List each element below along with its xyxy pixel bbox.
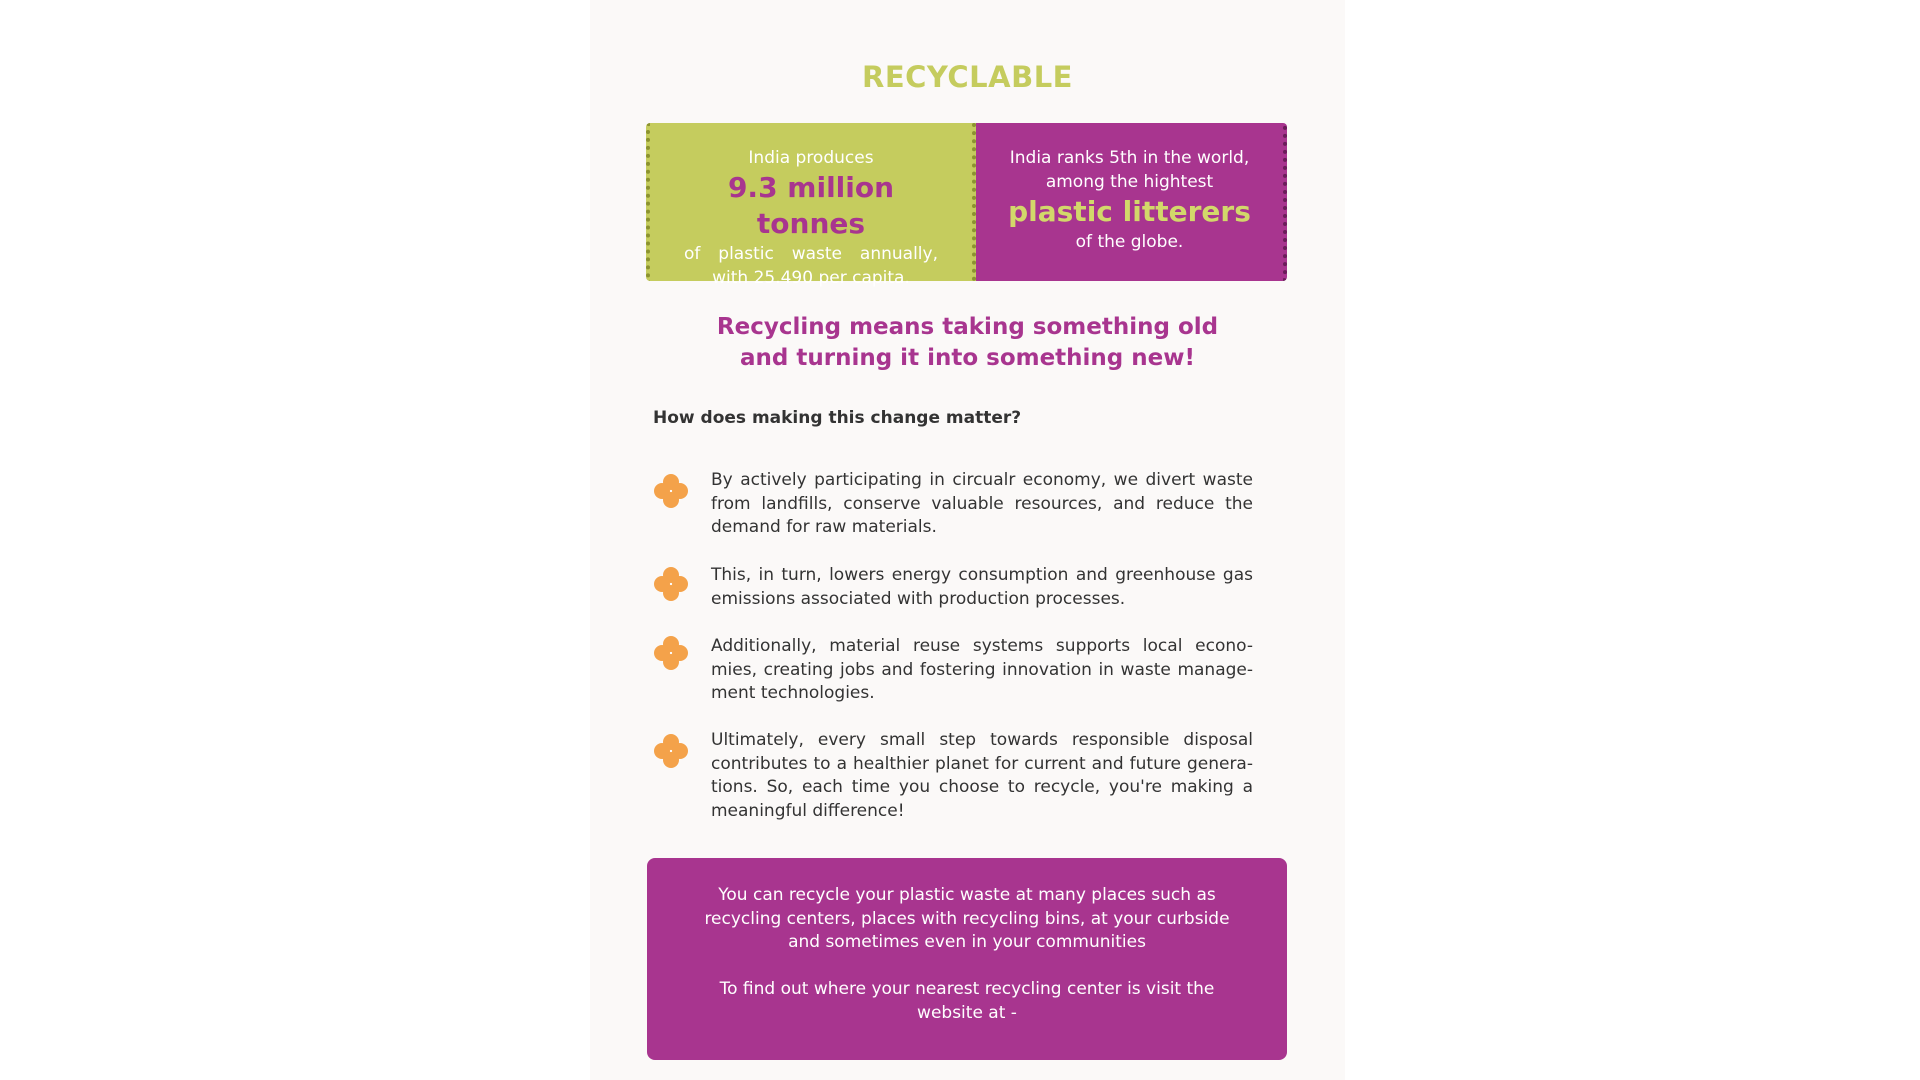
- stat-intro: India produces: [748, 148, 874, 168]
- stat-body: of the globe.: [1075, 232, 1184, 252]
- stat-card-litterers: [976, 123, 1287, 281]
- stat-card-plastic-waste: [646, 123, 976, 288]
- tagline: [590, 312, 1345, 374]
- flower-icon: [653, 473, 689, 509]
- info-paragraph-1: You can recycle your plastic waste at many places such as recycling centers, places with recycling bins, at your curbside and sometimes even in your communities: [704, 885, 1230, 953]
- stat-highlight: plastic litterers: [1008, 195, 1251, 228]
- flower-icon: [653, 566, 689, 602]
- recycling-info-box: [647, 858, 1287, 1060]
- page-title: RECYCLABLE: [862, 60, 1073, 94]
- stat-intro: India ranks 5th in the world, among the hightest: [1009, 148, 1250, 192]
- tagline-line-2: and turning it into something new!: [740, 345, 1195, 371]
- section-question: How does making this change matter?: [653, 408, 1022, 428]
- list-item-text: Additionally, material reuse systems supports local econo-mies, creating jobs and fostering innovation in waste manage-ment technologies.: [711, 636, 1253, 704]
- tagline-line-1: Recycling means taking something old: [716, 314, 1219, 340]
- list-item-text: By actively participating in circualr economy, we divert waste from landfills, conserve valuable resources, and reduce the demand for raw materials.: [711, 470, 1253, 538]
- page: [590, 0, 1345, 1080]
- list-item-text: Ultimately, every small step towards responsible disposal contributes to a healthier planet for current and future genera-tions. So, each time you choose to recycle, you're making a meaningful difference!: [711, 730, 1253, 821]
- flower-icon: [653, 733, 689, 769]
- stat-highlight: 9.3 million tonnes: [727, 171, 895, 240]
- stat-body: of plastic waste annually, with 25.490 per capita.: [684, 244, 938, 288]
- stats-panel: [646, 123, 1287, 288]
- flower-icon: [653, 635, 689, 671]
- info-paragraph-2: To find out where your nearest recycling center is visit the website at -: [719, 979, 1215, 1023]
- list-item-text: This, in turn, lowers energy consumption and greenhouse gas emissions associated with production processes.: [711, 565, 1253, 609]
